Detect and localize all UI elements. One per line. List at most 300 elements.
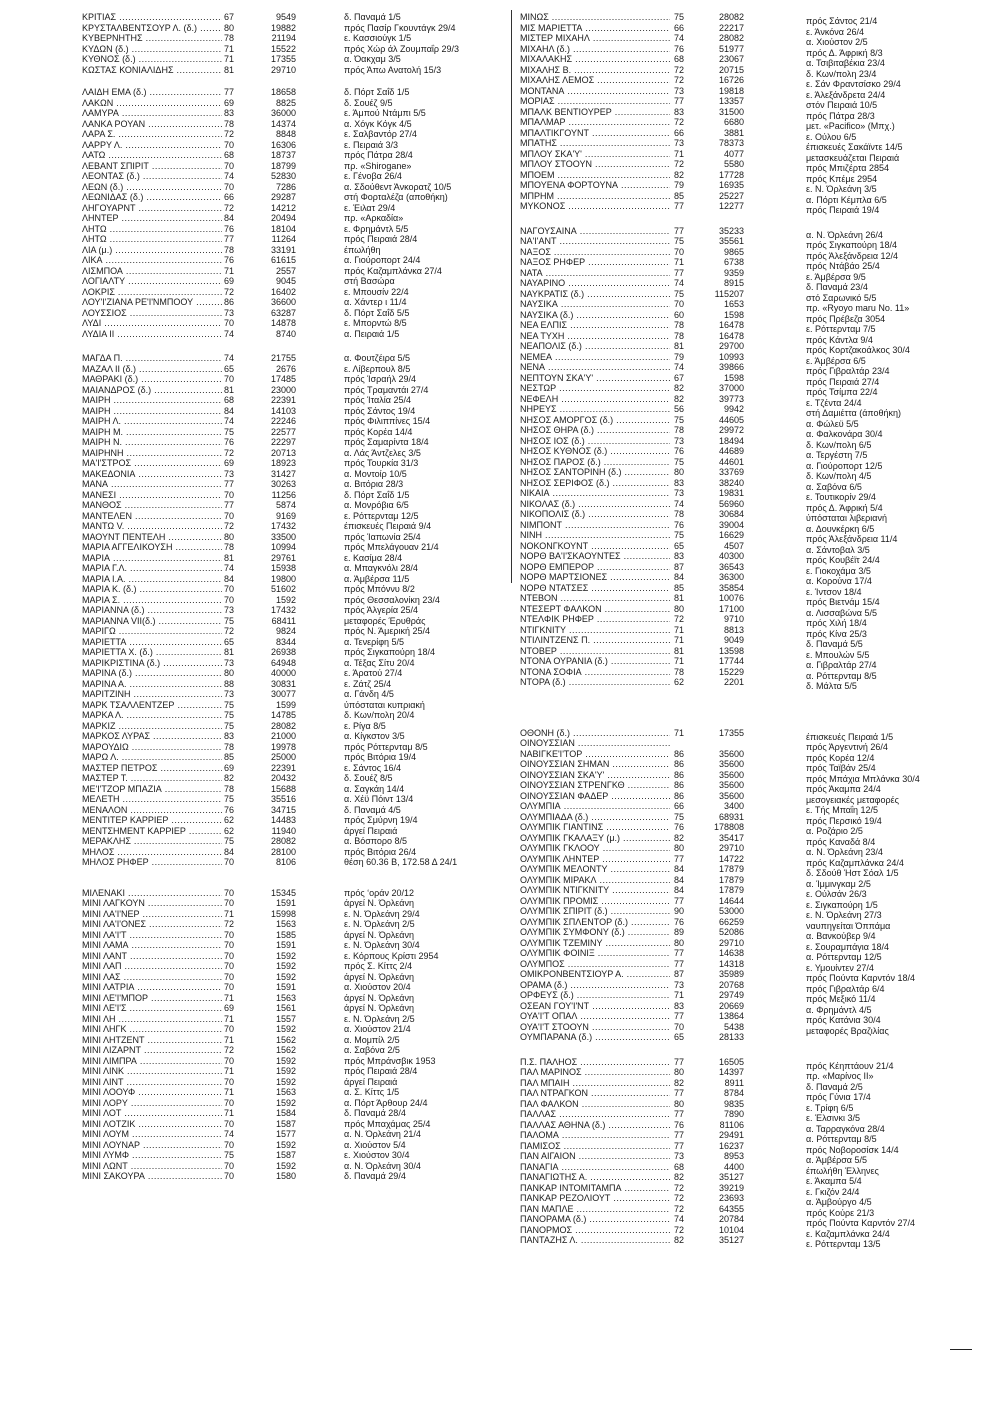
ship-name: ΜΑΡΙΝΑ (δ.) ..... bbox=[82, 668, 232, 679]
table-row bbox=[520, 54, 952, 68]
tonnage: 12277 bbox=[718, 201, 744, 211]
tonnage: 1592 bbox=[275, 1076, 296, 1087]
position-note: ε. Υμουίντεν 27/4 bbox=[806, 962, 874, 973]
tonnage: 1592 bbox=[275, 1097, 296, 1108]
position-note: πρός Καναδά 8/4 bbox=[806, 836, 876, 847]
ship-name: ΜΑΙΑΝΔΡΟΣ (δ.) ..... bbox=[82, 385, 232, 396]
build-year: 83 bbox=[222, 108, 240, 119]
ship-name: ΜΙΝΙ ΛΑΠ ..... bbox=[82, 961, 232, 972]
ship-name: ΝΤΟΒΕΡ ..... bbox=[520, 646, 670, 657]
build-year: 82 bbox=[672, 833, 690, 844]
build-year: 66 bbox=[222, 192, 240, 203]
table-row bbox=[520, 1011, 952, 1025]
build-year: 81 bbox=[672, 593, 690, 604]
ship-name: ΜΙΝΙ ΛΟΤ ..... bbox=[82, 1108, 232, 1119]
tonnage: 1591 bbox=[275, 898, 296, 908]
position-note: α. Λάς Άντζελες 3/5 bbox=[344, 447, 421, 458]
tonnage: 35989 bbox=[718, 969, 744, 979]
ship-name: ΜΠΛΟΥ ΣΤΟΟΥΝ ..... bbox=[520, 159, 670, 170]
tonnage: 17355 bbox=[718, 727, 744, 738]
table-row bbox=[520, 540, 952, 555]
position-note: πρός Πειραιά 28/4 bbox=[344, 1066, 418, 1076]
build-year: 56 bbox=[672, 404, 690, 415]
build-year: 68 bbox=[222, 395, 240, 406]
position-note: ύπόσταται λιβεριανή bbox=[806, 513, 887, 523]
tonnage: 7286 bbox=[275, 181, 296, 192]
position-note: α. Τενερίφη 5/5 bbox=[344, 636, 405, 647]
position-note: δ. Παναμά 4/5 bbox=[344, 804, 401, 815]
build-year: 69 bbox=[222, 458, 240, 469]
tonnage: 8106 bbox=[275, 857, 296, 867]
ship-name: ΟΛΥΜΠΙΚ ΣΠΛΕΝΤΟΡ (δ.) ..... bbox=[520, 917, 670, 928]
build-year: 74 bbox=[672, 499, 690, 510]
ship-name: ΛΟΓΙΑΛΤΥ ..... bbox=[82, 276, 232, 287]
ship-name: ΛΗΓΟΥΑΡΝΤ ..... bbox=[82, 203, 232, 214]
build-year: 71 bbox=[222, 1108, 240, 1119]
position-note: α. Τεργέστη 7/5 bbox=[806, 450, 868, 460]
table-row bbox=[82, 1150, 500, 1161]
table-row bbox=[520, 1088, 952, 1102]
tonnage: 22391 bbox=[270, 762, 296, 773]
position-note: ε. Ν. Όρλεάνη 30/4 bbox=[344, 940, 420, 950]
ship-name: ΜΑΡΙΑ Κ. (δ.) ..... bbox=[82, 584, 232, 595]
build-year: 69 bbox=[222, 1003, 240, 1014]
build-year: 71 bbox=[672, 257, 690, 268]
position-note: πρός Καζαμπλάνκα 24/4 bbox=[806, 857, 904, 868]
position-note: πρός Βιτόρια 26/4 bbox=[344, 846, 417, 857]
tonnage: 68931 bbox=[718, 811, 744, 822]
tonnage: 21755 bbox=[270, 353, 296, 363]
ship-name: ΝΤΕΛΦΙΚ ΡΗΦΕΡ ..... bbox=[520, 614, 670, 625]
table-row bbox=[520, 1172, 952, 1186]
build-year: 70 bbox=[222, 940, 240, 951]
ship-name: ΜΙΝΙ ΛΟΥΝΑΡ ..... bbox=[82, 1140, 232, 1151]
position-note: δ. Κων/πολη 20/4 bbox=[344, 710, 415, 720]
tonnage: 1563 bbox=[275, 919, 296, 929]
table-row bbox=[520, 299, 952, 313]
position-note: α. Τσιβιταβέκια 23/4 bbox=[806, 58, 885, 68]
table-row bbox=[82, 847, 500, 858]
table-row bbox=[82, 385, 500, 396]
build-year: 75 bbox=[672, 812, 690, 823]
table-row bbox=[82, 689, 500, 700]
ship-name: ΜΠΑΛΚ ΒΕΝΤΙΟΥΡΕΡ ..... bbox=[520, 107, 670, 118]
tonnage: 40300 bbox=[718, 551, 744, 561]
table-row bbox=[520, 811, 952, 826]
ship-name: ΝΑΞΟΣ ΡΗΦΕΡ ..... bbox=[520, 257, 670, 268]
table-row bbox=[82, 224, 500, 235]
build-year: 71 bbox=[672, 728, 690, 739]
position-note: α. Ταρραγκόνα 28/4 bbox=[806, 1123, 885, 1134]
tonnage: 11264 bbox=[271, 234, 296, 244]
position-note: ε. Μπορντώ 8/5 bbox=[344, 318, 407, 328]
build-year: 77 bbox=[672, 854, 690, 865]
table-row bbox=[82, 182, 500, 193]
position-note: α. Βιτόρια 28/3 bbox=[344, 479, 404, 489]
ship-name: ΠΑΛ ΜΠΑΙΗ ..... bbox=[520, 1078, 670, 1089]
build-year: 71 bbox=[222, 266, 240, 277]
position-note: ε. Κασίμα 28/4 bbox=[344, 552, 403, 563]
tonnage: 8848 bbox=[275, 129, 296, 139]
ship-name: ΠΑΛ ΝΤΡΑΓΚΟΝ ..... bbox=[520, 1088, 670, 1099]
tonnage: 1557 bbox=[275, 1013, 296, 1024]
table-row bbox=[520, 822, 952, 836]
tonnage: 29761 bbox=[270, 552, 296, 563]
tonnage: 36543 bbox=[718, 561, 744, 572]
build-year: 78 bbox=[222, 542, 240, 553]
position-note: δ. Σουέζ 9/5 bbox=[344, 97, 393, 108]
ship-name: ΠΑΛ ΦΑΛΚΟΝ ..... bbox=[520, 1099, 670, 1110]
table-row bbox=[82, 616, 500, 627]
ship-name: ΜΑΡΙΑ Σ. ..... bbox=[82, 595, 232, 606]
table-row bbox=[520, 801, 952, 815]
position-note: πρός Ν. Άμερική 25/4 bbox=[344, 626, 431, 636]
ship-name: ΜΙΝΙ ΛΟΥΜ ..... bbox=[82, 1129, 232, 1140]
ship-name: ΜΑΡΚ ΤΣΑΛΛΕΝΤΖΕΡ ..... bbox=[82, 700, 232, 711]
position-note: πρός Πασίρ Γκουντάγκ 29/4 bbox=[344, 22, 456, 33]
tonnage: 1561 bbox=[275, 1003, 296, 1013]
build-year: 74 bbox=[672, 33, 690, 44]
build-year: 72 bbox=[222, 129, 240, 140]
build-year: 66 bbox=[672, 801, 690, 812]
position-note: πρός Δ. Άφρική 5/4 bbox=[806, 502, 883, 513]
ship-name: ΜΟΝΤΑΝΑ ..... bbox=[520, 86, 670, 97]
position-note: α. Φαλκονάρα 30/4 bbox=[806, 429, 883, 439]
ship-name: ΠΑΛΛΑΣ ΑΘΗΝΑ (δ.) ..... bbox=[520, 1120, 670, 1131]
table-row bbox=[520, 236, 952, 250]
build-year: 79 bbox=[672, 180, 690, 191]
position-note: ε. Ν. Όρλεάνη 3/5 bbox=[806, 184, 877, 194]
ship-name: ΜΑΝΤΩ V. ..... bbox=[82, 521, 232, 532]
table-row bbox=[520, 414, 952, 429]
ship-name: ΜΑΙΡΗΝΗ ..... bbox=[82, 448, 232, 459]
table-row bbox=[520, 117, 952, 131]
tonnage: 1587 bbox=[275, 1118, 296, 1129]
tonnage: 39866 bbox=[718, 362, 744, 372]
position-note: α. Κίγκστον 3/5 bbox=[344, 731, 405, 741]
ship-name: ΜΙΝΙ ΛΙΝΤ ..... bbox=[82, 1077, 232, 1088]
table-row bbox=[520, 372, 952, 387]
tonnage: 17432 bbox=[270, 521, 296, 531]
position-note: πρός Χώρ άλ Ζουμπαΐρ 29/3 bbox=[344, 43, 460, 54]
table-row bbox=[520, 138, 952, 152]
tonnage: 64355 bbox=[718, 1203, 744, 1214]
tonnage: 17100 bbox=[718, 603, 744, 614]
build-year: 72 bbox=[672, 1204, 690, 1215]
ship-name: ΝΕΠΤΟΥΝ ΣΚΑ'Υ' ..... bbox=[520, 373, 670, 384]
ship-name: ΝΕΝΑ ..... bbox=[520, 362, 670, 373]
ship-name: ΠΑΝΤΑΖΗΣ Λ. ..... bbox=[520, 1235, 670, 1246]
build-year: 72 bbox=[672, 65, 690, 76]
build-year: 67 bbox=[222, 12, 240, 23]
position-note: πρός Πάτρα 28/4 bbox=[344, 150, 413, 160]
table-row bbox=[82, 595, 500, 606]
position-note: πρός Κορέα 14/4 bbox=[344, 426, 413, 437]
tonnage: 14785 bbox=[270, 710, 296, 720]
tonnage: 34715 bbox=[270, 804, 296, 815]
tonnage: 1577 bbox=[275, 1129, 296, 1139]
table-row bbox=[520, 1235, 952, 1249]
build-year: 70 bbox=[222, 1056, 240, 1067]
build-year: 80 bbox=[672, 1099, 690, 1110]
ship-name: ΜΑΡΙΑ ΑΓΓΕΛΙΚΟΥΣΗ ..... bbox=[82, 542, 232, 553]
table-row bbox=[82, 605, 500, 616]
build-year: 73 bbox=[222, 469, 240, 480]
ship-name: ΠΑΝΚΑΡ ΡΕΖΟΛΙΟΥΤ ..... bbox=[520, 1193, 670, 1204]
table-row bbox=[82, 406, 500, 417]
table-row bbox=[82, 647, 500, 658]
position-note: α. Πόρτ Άρθουρ 24/4 bbox=[344, 1097, 428, 1108]
table-row bbox=[520, 832, 952, 847]
ship-name: ΜΙΝΙ ΛΙΜΠΡΑ ..... bbox=[82, 1056, 232, 1067]
table-row bbox=[520, 551, 952, 565]
table-row bbox=[82, 919, 500, 930]
position-note: στή Βασώρα bbox=[344, 276, 395, 286]
build-year: 81 bbox=[222, 647, 240, 658]
position-note: α. Χιούστον 5/4 bbox=[344, 1139, 406, 1150]
table-row bbox=[520, 190, 952, 205]
tonnage: 81106 bbox=[719, 1119, 744, 1130]
build-year: 70 bbox=[222, 595, 240, 606]
table-row bbox=[520, 519, 952, 534]
ship-name: ΛΗΝΤΕΡ ..... bbox=[82, 213, 232, 224]
ship-name: ΜΙΝΩΣ ..... bbox=[520, 12, 670, 23]
ship-name: ΜΙΝΙ ΛΙΝΚ ..... bbox=[82, 1066, 232, 1077]
tonnage: 16505 bbox=[718, 1056, 744, 1067]
ship-name: ΜΑΡΙΚΡΙΣΤΙΝΑ (δ.) ..... bbox=[82, 658, 232, 669]
position-note: ε. Τουτικορίν 29/4 bbox=[806, 492, 876, 502]
table-row bbox=[82, 1108, 500, 1119]
ship-name: ΜΙΝΙ ΛΑΝΤ ..... bbox=[82, 951, 232, 962]
build-year: 73 bbox=[672, 436, 690, 447]
position-note: πρός Ίσραήλ 29/4 bbox=[344, 374, 417, 384]
table-row bbox=[520, 738, 952, 752]
position-note: ε. Άκαμπα 5/4 bbox=[806, 1176, 862, 1186]
tonnage: 63287 bbox=[270, 307, 296, 318]
ship-name: ΚΡΙΤΙΑΣ ..... bbox=[82, 12, 232, 23]
ship-name: ΟΙΝΟΥΣΣΙΑΝ ΣΤΡΕΝΓΚΘ ..... bbox=[520, 780, 670, 791]
position-note: ε. Έιλατ 29/4 bbox=[344, 202, 396, 213]
tonnage: 8344 bbox=[275, 636, 296, 647]
tonnage: 4507 bbox=[723, 540, 744, 551]
tonnage: 35600 bbox=[718, 790, 744, 801]
build-year: 75 bbox=[222, 721, 240, 732]
position-note: πρός Ρόττερνταμ 8/5 bbox=[344, 741, 428, 752]
position-note: πρός Μπαχάμας 25/4 bbox=[344, 1118, 431, 1129]
build-year: 87 bbox=[672, 562, 690, 573]
build-year: 77 bbox=[222, 500, 240, 511]
table-row bbox=[82, 297, 500, 308]
build-year: 76 bbox=[222, 805, 240, 816]
position-note: ε. Τζέντα 24/4 bbox=[806, 397, 862, 408]
build-year: 74 bbox=[672, 362, 690, 373]
ship-name: ΝΕΦΕΛΗ ..... bbox=[520, 394, 670, 405]
tonnage: 3400 bbox=[723, 801, 744, 811]
table-row bbox=[520, 106, 952, 121]
ship-name: ΜΠΑΤΗΣ ..... bbox=[520, 138, 670, 149]
ship-name: ΛΕΟΝΤΑΣ (δ.) ..... bbox=[82, 171, 232, 182]
tonnage: 35233 bbox=[718, 225, 744, 236]
ship-name: ΛΑΜΥΡΑ ..... bbox=[82, 108, 232, 119]
position-note: πρός Κούρε 21/3 bbox=[806, 1207, 875, 1218]
tonnage: 115207 bbox=[714, 288, 744, 299]
ship-name: ΜΑΝΑ ..... bbox=[82, 479, 232, 490]
build-year: 83 bbox=[222, 731, 240, 742]
table-row bbox=[520, 257, 952, 271]
ship-name: ΜΠΑΛΤΙΚΓΟΥΝΤ ..... bbox=[520, 128, 670, 139]
ship-name: ΝΗΣΟΣ ΘΗΡΑ (δ.) ..... bbox=[520, 425, 670, 436]
build-year: 82 bbox=[672, 170, 690, 181]
position-note: δ. Σουέζ 8/5 bbox=[344, 773, 393, 783]
tonnage: 35127 bbox=[718, 1172, 744, 1182]
tonnage: 1584 bbox=[275, 1108, 296, 1118]
build-year: 80 bbox=[222, 532, 240, 543]
build-year: 84 bbox=[672, 864, 690, 875]
table-row bbox=[520, 635, 952, 649]
tonnage: 1598 bbox=[723, 372, 744, 383]
table-row bbox=[82, 626, 500, 637]
table-row bbox=[82, 815, 500, 826]
build-year: 84 bbox=[222, 574, 240, 585]
ship-name: ΝΕΑ ΤΥΧΗ ..... bbox=[520, 331, 670, 342]
table-row bbox=[82, 287, 500, 298]
build-year: 70 bbox=[222, 951, 240, 962]
build-year: 81 bbox=[672, 341, 690, 352]
build-year: 72 bbox=[672, 159, 690, 170]
ship-name: ΜΑΟΥΝΤ ΠΕΝΤΕΛΗ ..... bbox=[82, 532, 232, 543]
table-row bbox=[520, 916, 952, 931]
tonnage: 29749 bbox=[718, 990, 744, 1000]
position-note: πρός Βιετνάμ 15/4 bbox=[806, 597, 880, 607]
build-year: 71 bbox=[672, 625, 690, 636]
table-row bbox=[520, 467, 952, 481]
tonnage: 9049 bbox=[723, 635, 744, 645]
table-row bbox=[82, 1087, 500, 1098]
table-row bbox=[82, 836, 500, 847]
position-note: άργεί Ν. Όρλεάνη bbox=[344, 971, 414, 982]
position-note: πρ. «Μαρίνος ΙΙ» bbox=[806, 1071, 874, 1081]
position-note: πρός Ίταλία 25/4 bbox=[344, 395, 411, 405]
table-row bbox=[520, 906, 952, 920]
build-year: 76 bbox=[672, 1120, 690, 1131]
table-row bbox=[520, 666, 952, 681]
table-row bbox=[82, 658, 500, 669]
table-row bbox=[520, 874, 952, 889]
table-row bbox=[82, 668, 500, 679]
tonnage: 13864 bbox=[718, 1011, 744, 1021]
position-note: α. Μομπίλ 2/5 bbox=[344, 1034, 400, 1045]
table-row bbox=[82, 12, 500, 23]
position-note: δ. Πόρτ Σαΐδ 5/5 bbox=[344, 307, 410, 318]
tonnage: 17879 bbox=[718, 885, 744, 895]
ship-name: ΜΑΖΑΛ ΙΙ (δ.) ..... bbox=[82, 364, 232, 375]
tonnage: 1587 bbox=[275, 1150, 296, 1160]
tonnage: 44605 bbox=[718, 414, 744, 425]
table-row bbox=[520, 790, 952, 805]
ship-name: ΜΙΝΙ ΛΥΜΦ ..... bbox=[82, 1150, 232, 1161]
position-note: ε. Φρημάντλ 5/5 bbox=[344, 223, 409, 234]
position-note: πρός Βιτόρια 19/4 bbox=[344, 752, 417, 762]
table-row bbox=[520, 96, 952, 110]
table-row bbox=[82, 276, 500, 287]
tonnage: 1592 bbox=[275, 1024, 296, 1034]
position-note: ε. Πειραιά 3/3 bbox=[344, 139, 399, 150]
position-note: πρ. «Shirogane» bbox=[344, 160, 412, 171]
position-note: ε. Μπουσίν 22/4 bbox=[344, 286, 409, 297]
position-note: ε. Γιοκοχάμα 3/5 bbox=[806, 565, 871, 576]
table-row bbox=[82, 637, 500, 648]
table-row bbox=[82, 364, 500, 375]
table-row bbox=[520, 309, 952, 324]
position-note: ε. Ν. Όρλεάνη 2/5 bbox=[344, 919, 415, 929]
tonnage: 5874 bbox=[275, 500, 296, 510]
tonnage: 35561 bbox=[718, 236, 744, 246]
position-note: α. Άμβέρσα 11/5 bbox=[344, 573, 410, 584]
ship-name: ΜΙΝΙ ΛΕ'Ι'ΜΠΟΡ ..... bbox=[82, 993, 232, 1004]
tonnage: 10076 bbox=[718, 593, 744, 603]
table-row bbox=[82, 203, 500, 214]
ship-name: ΝΕΣΤΩΡ ..... bbox=[520, 383, 670, 394]
position-note: πρός Φιλιππίνες 15/4 bbox=[344, 416, 431, 426]
tonnage: 1592 bbox=[275, 950, 296, 961]
table-row bbox=[82, 1066, 500, 1077]
tonnage: 35600 bbox=[718, 759, 744, 769]
position-note: α. Γιβραλτάρ 27/4 bbox=[806, 660, 877, 670]
position-note: α. Χιούστον 2/5 bbox=[806, 37, 868, 47]
table-row bbox=[520, 1056, 952, 1071]
tonnage: 30831 bbox=[270, 678, 296, 689]
position-note: πρός Πειραιά 27/4 bbox=[806, 376, 880, 387]
build-year: 81 bbox=[672, 646, 690, 657]
build-year: 80 bbox=[672, 604, 690, 615]
position-note: πρός Άλγερία 25/4 bbox=[344, 605, 419, 615]
position-note: ε. Ν. Όρλεάνη 29/4 bbox=[344, 908, 420, 919]
position-note: α. Μοντοίρ 10/5 bbox=[344, 468, 407, 479]
position-note: πρός Σάντος 21/4 bbox=[806, 16, 878, 26]
table-row bbox=[82, 1171, 500, 1182]
table-row bbox=[520, 1130, 952, 1144]
table-row bbox=[82, 329, 500, 340]
ship-name: ΜΙΝΙ ΛΩΝΤ ..... bbox=[82, 1161, 232, 1172]
build-year: 77 bbox=[672, 268, 690, 279]
build-year: 86 bbox=[672, 780, 690, 791]
position-note: πρός Σ. Κίττς 2/4 bbox=[344, 961, 413, 971]
position-note: πρός Σάντος 19/4 bbox=[344, 405, 416, 416]
tonnage: 14483 bbox=[270, 815, 296, 825]
entry-group bbox=[82, 12, 500, 75]
build-year: 71 bbox=[672, 656, 690, 667]
table-row bbox=[520, 1140, 952, 1155]
ship-name: ΜΑ'Ι'ΣΤΡΟΣ ..... bbox=[82, 458, 232, 469]
tonnage: 16478 bbox=[718, 320, 744, 330]
tonnage: 1599 bbox=[275, 699, 296, 710]
tonnage: 13598 bbox=[718, 645, 744, 656]
ship-name: ΟΙΝΟΥΣΣΙΑΝ ..... bbox=[520, 738, 670, 749]
tonnage: 17355 bbox=[270, 54, 296, 64]
position-note: πρός Μπάχια Μπλάνκα 30/4 bbox=[806, 773, 920, 784]
table-row bbox=[82, 1024, 500, 1035]
build-year: 70 bbox=[222, 584, 240, 595]
position-note: πρ. «Ryoyo maru No. 11» bbox=[806, 303, 910, 313]
ship-name: ΜΙΣ ΜΑΡΙΕΤΤΑ ..... bbox=[520, 23, 670, 34]
build-year: 77 bbox=[222, 87, 240, 98]
position-note: δ. Παναμά 23/4 bbox=[806, 282, 868, 292]
ship-name: ΜΙΧΑΛΗΣ ΛΕΜΟΣ ..... bbox=[520, 75, 670, 86]
build-year: 78 bbox=[222, 784, 240, 795]
table-row bbox=[82, 192, 500, 203]
tonnage: 1580 bbox=[275, 1171, 296, 1181]
table-row bbox=[520, 446, 952, 460]
